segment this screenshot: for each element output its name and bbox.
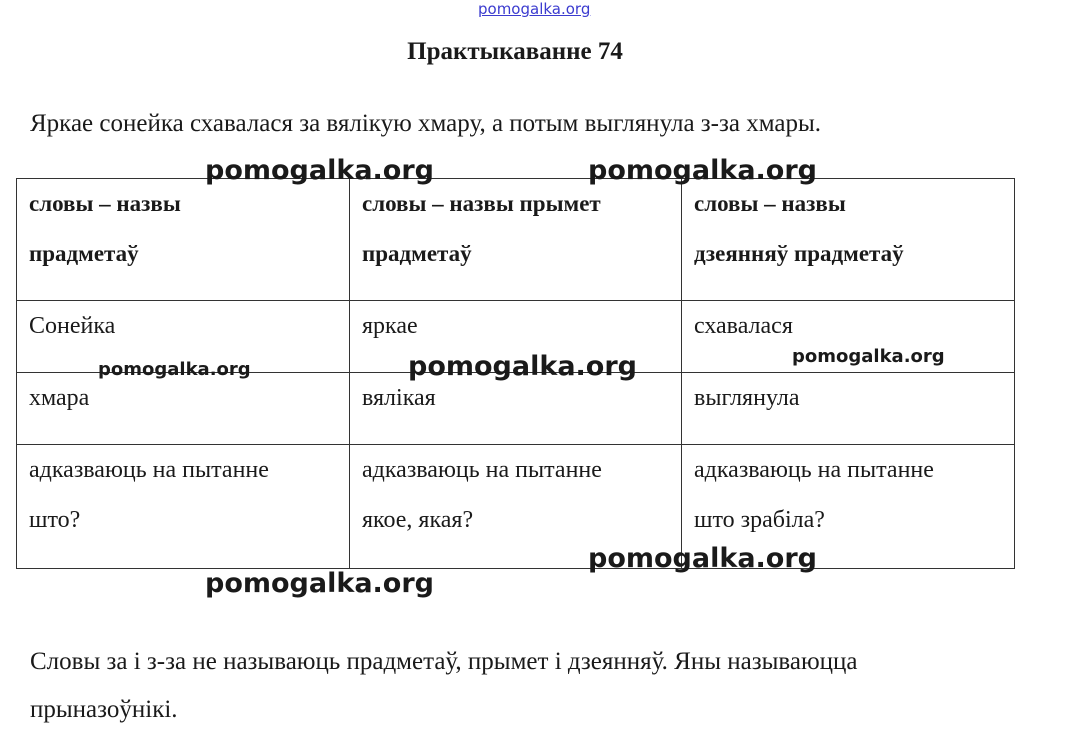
watermark-text: pomogalka.org (408, 351, 637, 382)
conclusion-paragraph (30, 638, 1040, 734)
header-line: словы – назвы (29, 191, 181, 216)
page-title: Практыкаванне 74 (407, 38, 623, 65)
header-line: словы – назвы прымет (362, 191, 601, 216)
watermark-text: pomogalka.org (98, 359, 251, 380)
question-line: што? (29, 507, 81, 533)
table-row (17, 373, 1015, 445)
header-line: прадметаў (362, 241, 472, 266)
site-link-watermark[interactable]: pomogalka.org (478, 0, 591, 18)
watermark-text: pomogalka.org (588, 543, 817, 574)
question-line: адказваюць на пытанне (362, 457, 602, 483)
question-cell (17, 445, 350, 569)
question-line: што зрабіла? (694, 507, 825, 533)
header-cell-adjectives (350, 179, 682, 301)
table-cell: схавалася (682, 301, 1015, 373)
exercise-sentence: Яркае сонейка схавалася за вялікую хмару, а потым выглянула з-за хмары. (30, 110, 822, 137)
table-question-row (17, 445, 1015, 569)
question-line: адказваюць на пытанне (694, 457, 934, 483)
header-cell-verbs (682, 179, 1015, 301)
header-line: прадметаў (29, 241, 139, 266)
header-line: словы – назвы (694, 191, 846, 216)
table-cell: яркае (350, 301, 682, 373)
conclusion-line: прыназоўнікі. (30, 696, 178, 723)
table-cell: вялікая (350, 373, 682, 445)
conclusion-line: Словы за і з-за не называюць прадметаў, прымет і дзеянняў. Яны называюцца (30, 648, 858, 675)
question-line: адказваюць на пытанне (29, 457, 269, 483)
table-cell: выглянула (682, 373, 1015, 445)
watermark-text: pomogalka.org (588, 155, 817, 186)
watermark-text: pomogalka.org (205, 568, 434, 599)
table-cell: хмара (17, 373, 350, 445)
watermark-text: pomogalka.org (205, 155, 434, 186)
header-cell-nouns (17, 179, 350, 301)
table-header-row (17, 179, 1015, 301)
header-line: дзеянняў прадметаў (694, 241, 904, 266)
question-line: якое, якая? (362, 507, 474, 533)
watermark-text: pomogalka.org (792, 346, 945, 367)
table-cell: Сонейка (17, 301, 350, 373)
